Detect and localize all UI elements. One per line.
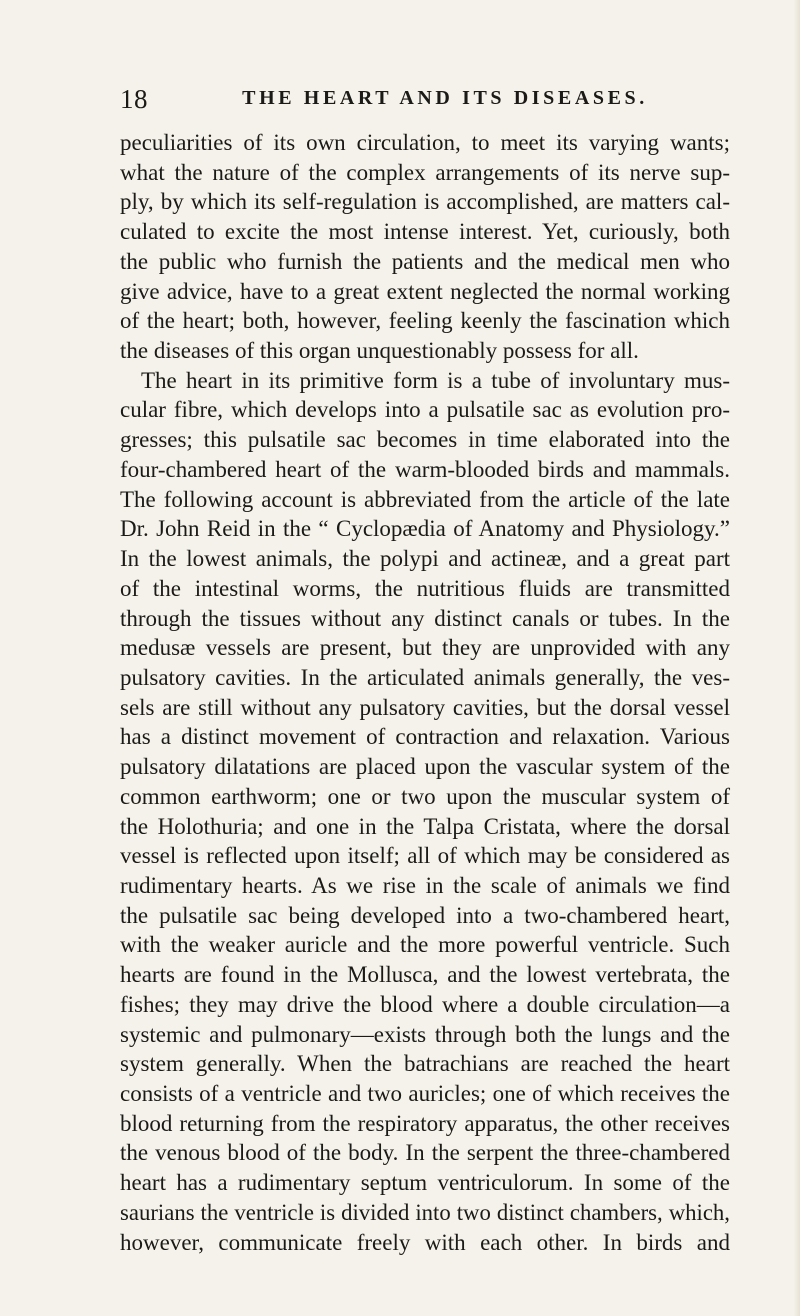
text-line: culated to excite the most intense interest. Yet, curiously, both bbox=[120, 219, 730, 245]
text-line: cular fibre, which develops into a pulsatile sac as evolution pro- bbox=[120, 397, 730, 423]
text-line: gresses; this pulsatile sac becomes in time elaborated into the bbox=[120, 427, 730, 453]
text-line: The following account is abbreviated from the article of the late bbox=[120, 486, 730, 512]
text-line: ply, by which its self-regulation is accomplished, are matters cal- bbox=[120, 189, 730, 215]
text-line: pulsatory dilatations are placed upon the vascular system of the bbox=[120, 754, 730, 780]
text-line: blood returning from the respiratory apparatus, the other receives bbox=[120, 1110, 730, 1136]
running-title: THE HEART AND ITS DISEASES. bbox=[242, 87, 648, 109]
text-line: the public who furnish the patients and the medical men who bbox=[120, 248, 730, 274]
text-line: pulsatory cavities. In the articulated animals generally, the ves- bbox=[120, 664, 730, 690]
page-header bbox=[120, 84, 730, 114]
text-line: of the heart; both, however, feeling keenly the fascination which bbox=[120, 308, 730, 334]
text-line: however, communicate freely with each other. In birds and bbox=[120, 1229, 730, 1255]
text-line: of the intestinal worms, the nutritious fluids are transmitted bbox=[120, 575, 730, 601]
text-line: the diseases of this organ unquestionably possess for all. bbox=[120, 338, 639, 364]
text-line: Dr. John Reid in the “ Cyclopædia of Anatomy and Physiology.” bbox=[120, 516, 730, 542]
text-line: The heart in its primitive form is a tube of involuntary mus- bbox=[141, 367, 730, 393]
text-line: four-chambered heart of the warm-blooded birds and mammals. bbox=[120, 456, 730, 482]
text-line: common earthworm; one or two upon the muscular system of bbox=[120, 783, 730, 809]
text-line: has a distinct movement of contraction and relaxation. Various bbox=[120, 724, 730, 750]
text-line: systemic and pulmonary—exists through both the lungs and the bbox=[120, 1021, 730, 1047]
text-line: vessel is reflected upon itself; all of which may be considered as bbox=[120, 843, 730, 869]
text-line: the Holothuria; and one in the Talpa Cristata, where the dorsal bbox=[120, 813, 730, 839]
text-line: medusæ vessels are present, but they are unprovided with any bbox=[120, 635, 730, 661]
body-text bbox=[120, 128, 730, 1257]
text-line: rudimentary hearts. As we rise in the scale of animals we find bbox=[120, 872, 730, 898]
text-line: sels are still without any pulsatory cavities, but the dorsal vessel bbox=[120, 694, 730, 720]
text-line: the pulsatile sac being developed into a two-chambered heart, bbox=[120, 902, 730, 928]
page-edge-shadow bbox=[794, 0, 800, 1316]
page-number: 18 bbox=[120, 84, 148, 114]
text-line: with the weaker auricle and the more powerful ventricle. Such bbox=[120, 932, 730, 958]
text-line: saurians the ventricle is divided into two distinct chambers, which, bbox=[120, 1199, 730, 1225]
text-line: the venous blood of the body. In the serpent the three-chambered bbox=[120, 1140, 730, 1166]
text-line: In the lowest animals, the polypi and actineæ, and a great part bbox=[120, 546, 730, 572]
text-line: through the tissues without any distinct canals or tubes. In the bbox=[120, 605, 730, 631]
text-line: consists of a ventricle and two auricles; one of which receives the bbox=[120, 1081, 730, 1106]
text-line: heart has a rudimentary septum ventriculorum. In some of the bbox=[120, 1170, 730, 1196]
text-line: give advice, have to a great extent neglected the normal working bbox=[120, 278, 730, 304]
text-line: what the nature of the complex arrangements of its nerve sup- bbox=[120, 159, 730, 185]
text-line: system generally. When the batrachians are reached the heart bbox=[120, 1051, 730, 1077]
text-line: peculiarities of its own circulation, to meet its varying wants; bbox=[120, 130, 730, 155]
text-line: fishes; they may drive the blood where a double circulation—a bbox=[120, 991, 730, 1017]
text-line: hearts are found in the Mollusca, and the lowest vertebrata, the bbox=[120, 962, 730, 988]
